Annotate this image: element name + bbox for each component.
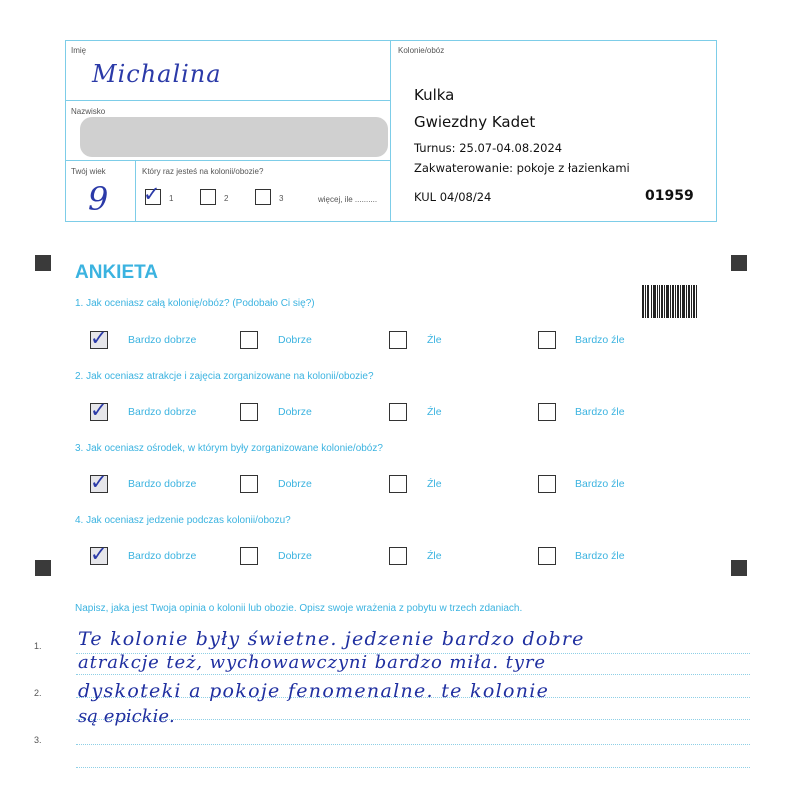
wiecej-label: więcej, ile .......... — [318, 195, 378, 204]
form-number: 01959 — [645, 188, 694, 204]
check-icon: ✓ — [90, 326, 108, 350]
header-divider-name — [65, 100, 391, 101]
q4-option-zle: Źle — [427, 550, 442, 562]
q3-box-dobrze[interactable] — [240, 475, 258, 493]
q1-box-bardzo-zle[interactable] — [538, 331, 556, 349]
wiek-value[interactable]: 9 — [88, 180, 109, 218]
imie-value[interactable]: Michalina — [92, 60, 222, 88]
q3-box-zle[interactable] — [389, 475, 407, 493]
q2-box-zle[interactable] — [389, 403, 407, 421]
q3-option-bardzo-dobrze: Bardzo dobrze — [128, 478, 197, 490]
ktory-raz-option-1: 1 — [169, 194, 174, 203]
barcode — [642, 285, 697, 318]
opinion-prompt: Napisz, jaka jest Twoja opinia o kolonii lub obozie. Opisz swoje wrażenia z pobytu w trzech zdaniach. — [75, 603, 523, 614]
question-1-text: 1. Jak oceniasz całą kolonię/obóz? (Podobało Ci się?) — [75, 298, 315, 309]
q2-box-dobrze[interactable] — [240, 403, 258, 421]
ktory-raz-box-2[interactable] — [200, 189, 216, 205]
q3-option-bardzo-zle: Bardzo źle — [575, 478, 625, 490]
wiek-label: Twój wiek — [71, 167, 106, 176]
q3-option-dobrze: Dobrze — [278, 478, 312, 490]
q1-box-dobrze[interactable] — [240, 331, 258, 349]
q4-option-bardzo-zle: Bardzo źle — [575, 550, 625, 562]
q2-option-bardzo-dobrze: Bardzo dobrze — [128, 406, 197, 418]
registration-marker-top-left — [35, 255, 51, 271]
nazwisko-label: Nazwisko — [71, 107, 106, 116]
q4-box-bardzo-zle[interactable] — [538, 547, 556, 565]
check-icon: ✓ — [143, 182, 161, 206]
question-4-text: 4. Jak oceniasz jedzenie podczas kolonii/obozu? — [75, 515, 291, 526]
q1-box-zle[interactable] — [389, 331, 407, 349]
registration-marker-bottom-right — [731, 560, 747, 576]
kolonie-code: KUL 04/08/24 — [414, 190, 492, 204]
check-icon: ✓ — [90, 470, 108, 494]
header-divider-age — [65, 160, 391, 161]
opinion-line — [76, 674, 750, 675]
opinion-handwriting-line-2[interactable]: atrakcje też, wychowawczyni bardzo miła. tyre — [78, 652, 546, 673]
survey-title: ANKIETA — [75, 262, 159, 283]
question-3-text: 3. Jak oceniasz ośrodek, w którym były zorganizowane kolonie/obóz? — [75, 443, 383, 454]
q4-box-zle[interactable] — [389, 547, 407, 565]
q2-option-bardzo-zle: Bardzo źle — [575, 406, 625, 418]
program-name: Gwiezdny Kadet — [414, 113, 536, 131]
q1-option-bardzo-dobrze: Bardzo dobrze — [128, 334, 197, 346]
opinion-line-number-2: 2. — [34, 688, 42, 698]
q4-option-bardzo-dobrze: Bardzo dobrze — [128, 550, 197, 562]
opinion-line — [76, 767, 750, 768]
q1-option-zle: Źle — [427, 334, 442, 346]
ktory-raz-option-2: 2 — [224, 194, 229, 203]
opinion-handwriting-line-4[interactable]: są epickie. — [78, 706, 175, 727]
q4-box-dobrze[interactable] — [240, 547, 258, 565]
ktory-raz-option-3: 3 — [279, 194, 284, 203]
registration-marker-bottom-left — [35, 560, 51, 576]
q3-option-zle: Źle — [427, 478, 442, 490]
check-icon: ✓ — [90, 542, 108, 566]
registration-marker-top-right — [731, 255, 747, 271]
nazwisko-redacted — [80, 117, 388, 157]
opinion-line — [76, 744, 750, 745]
q2-box-bardzo-zle[interactable] — [538, 403, 556, 421]
header-divider-vertical — [390, 40, 391, 221]
check-icon: ✓ — [90, 398, 108, 422]
opinion-line-number-3: 3. — [34, 735, 42, 745]
question-2-text: 2. Jak oceniasz atrakcje i zajęcia zorganizowane na kolonii/obozie? — [75, 371, 374, 382]
opinion-handwriting-line-1[interactable]: Te kolonie były świetne. jedzenie bardzo dobre — [78, 628, 585, 650]
opinion-line-number-1: 1. — [34, 641, 42, 651]
kolonie-name: Kulka — [414, 86, 455, 104]
opinion-handwriting-line-3[interactable]: dyskoteki a pokoje fenomenalne. te kolonie — [78, 680, 550, 702]
q4-option-dobrze: Dobrze — [278, 550, 312, 562]
ktory-raz-label: Który raz jesteś na kolonii/obozie? — [142, 167, 264, 176]
q1-option-bardzo-zle: Bardzo źle — [575, 334, 625, 346]
q1-option-dobrze: Dobrze — [278, 334, 312, 346]
zakwaterowanie: Zakwaterowanie: pokoje z łazienkami — [414, 161, 630, 175]
q2-option-zle: Źle — [427, 406, 442, 418]
q3-box-bardzo-zle[interactable] — [538, 475, 556, 493]
imie-label: Imię — [71, 46, 87, 55]
turnus-dates: Turnus: 25.07-04.08.2024 — [414, 141, 563, 155]
ktory-raz-box-3[interactable] — [255, 189, 271, 205]
opinion-line — [76, 719, 750, 720]
q2-option-dobrze: Dobrze — [278, 406, 312, 418]
header-divider-age-vertical — [135, 160, 136, 221]
kolonie-label: Kolonie/obóz — [398, 46, 445, 55]
